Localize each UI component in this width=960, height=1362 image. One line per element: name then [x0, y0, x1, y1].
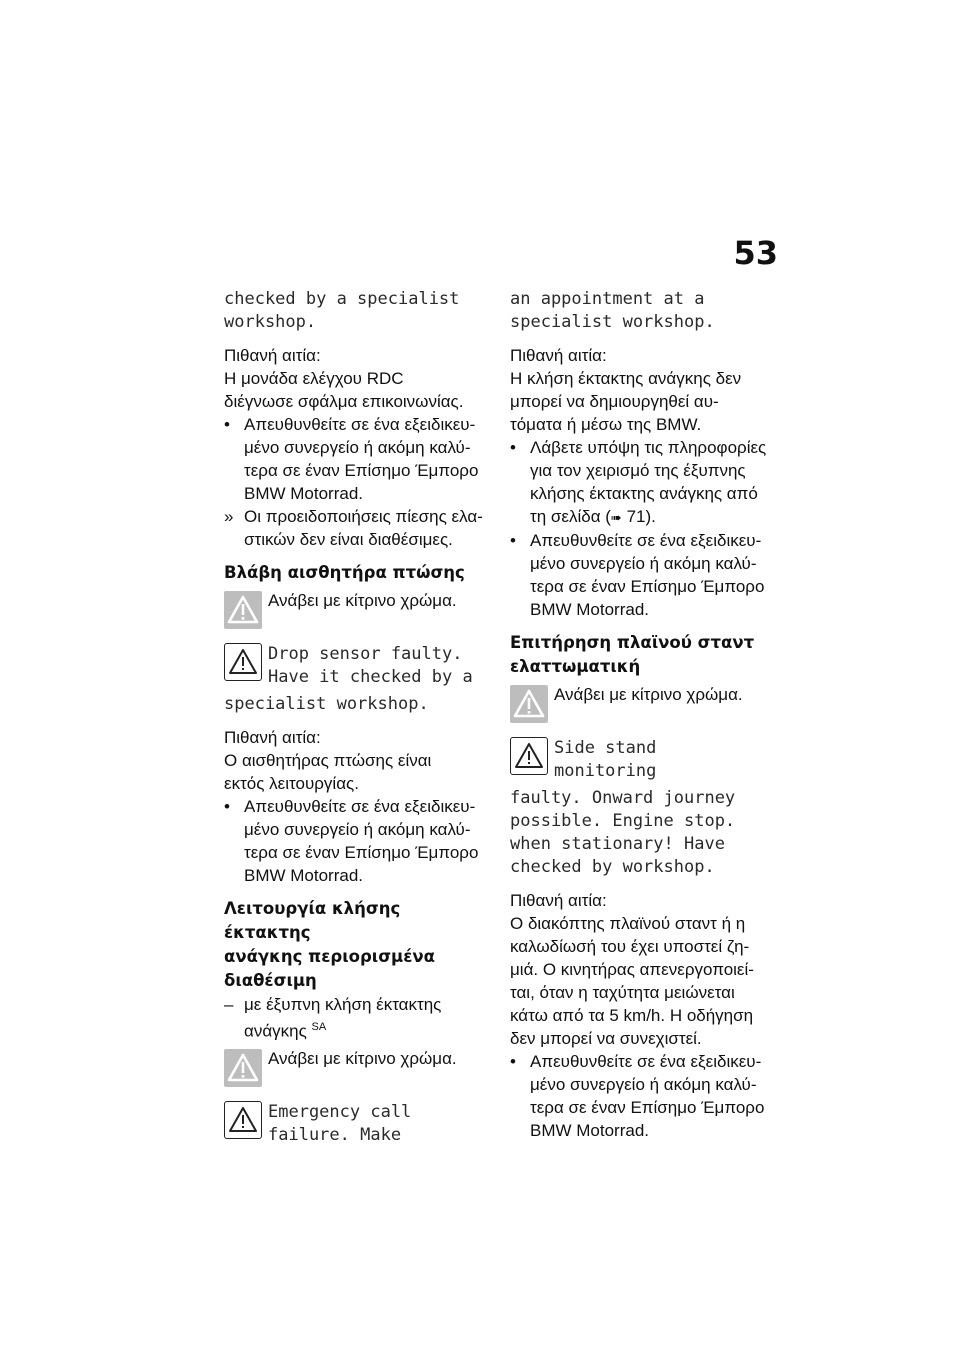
light-description: Ανάβει με κίτρινο χρώμα.	[554, 685, 743, 704]
section-heading-drop-sensor: Βλάβη αισθητήρα πτώσης	[224, 563, 465, 582]
display-text: Emergency call failure. Make	[268, 1101, 412, 1145]
display-text-tail: faulty. Onward journey possible. Engine stop. when stationary! Have checked by workshop.	[510, 788, 736, 877]
page-reference-arrow-icon: ➠	[610, 510, 622, 525]
section-heading-emergency-call: Λειτουργία κλήσης έκτακτης ανάγκης περιορισμένα διαθέσιμη	[224, 899, 435, 990]
display-text: an appointment at a specialist workshop.	[510, 289, 715, 332]
cause-label: Πιθανή αιτία:	[510, 346, 607, 365]
section-heading-side-stand: Επιτήρηση πλαϊνού σταντ ελαττωματική	[510, 633, 755, 676]
warning-triangle-icon	[510, 737, 548, 775]
list-item: • Λάβετε υπόψη τις πληροφορίες για τον χειρισμό της έξυπνης κλήσης έκτακτης ανάγκης από τη σελίδα (➠ 71).	[510, 438, 767, 526]
warning-light-row	[224, 1047, 492, 1097]
left-column	[224, 288, 492, 1151]
cause-text: Ο αισθητήρας πτώσης είναι εκτός λειτουργίας.	[224, 751, 432, 793]
cause-label: Πιθανή αιτία:	[224, 728, 321, 747]
result-item: » Οι προειδοποιήσεις πίεσης ελα- στικών δεν είναι διαθέσιμες.	[224, 507, 483, 549]
light-description: Ανάβει με κίτρινο χρώμα.	[268, 1048, 457, 1068]
display-warning-row	[224, 643, 492, 693]
display-warning-row	[224, 1101, 492, 1151]
list-item: • Απευθυνθείτε σε ένα εξειδικευ- μένο συνεργείο ή ακόμη καλύ- τερα σε έναν Επίσημο Έμπορο BMW Motorrad.	[510, 531, 765, 619]
cause-text: Ο διακόπτης πλαϊνού σταντ ή η καλωδίωσή του έχει υποστεί ζη- μιά. Ο κινητήρας απενεργοποιεί- ται, όταν η ταχύτητα μειώνεται κάτω από τα 5 km/h. Η οδήγηση δεν μπορεί να συνεχιστεί.	[510, 914, 754, 1048]
warning-triangle-icon	[224, 1101, 262, 1139]
display-text: Drop sensor faulty. Have it checked by a	[268, 644, 473, 687]
cause-label: Πιθανή αιτία:	[224, 346, 321, 365]
display-text-tail: specialist workshop.	[224, 694, 429, 714]
warning-triangle-icon	[224, 643, 262, 681]
cause-text: Η κλήση έκτακτης ανάγκης δεν μπορεί να δημιουργηθεί αυ- τόματα ή μέσω της BMW.	[510, 369, 742, 434]
list-item: • Απευθυνθείτε σε ένα εξειδικευ- μένο συνεργείο ή ακόμη καλύ- τερα σε έναν Επίσημο Έμπορο BMW Motorrad.	[224, 797, 479, 885]
cause-text: Η μονάδα ελέγχου RDC διέγνωσε σφάλμα επικοινωνίας.	[224, 369, 464, 411]
display-text: Side stand monitoring	[554, 738, 657, 781]
light-description: Ανάβει με κίτρινο χρώμα.	[268, 591, 457, 610]
cause-label: Πιθανή αιτία:	[510, 891, 607, 910]
display-text: checked by a specialist workshop.	[224, 289, 460, 332]
warning-triangle-icon	[224, 591, 262, 629]
warning-triangle-icon	[510, 685, 548, 723]
warning-light-row	[224, 589, 492, 639]
sa-marker: SA	[311, 1021, 327, 1033]
page-number: 53	[733, 234, 778, 272]
page-reference[interactable]: 71).	[626, 507, 656, 526]
equipment-note: – με έξυπνη κλήση έκτακτης ανάγκης $^{SA}$	[224, 995, 442, 1041]
list-item: • Απευθυνθείτε σε ένα εξειδικευ- μένο συνεργείο ή ακόμη καλύ- τερα σε έναν Επίσημο Έμπορο BMW Motorrad.	[224, 415, 479, 503]
right-column	[510, 288, 778, 1142]
warning-light-row	[510, 683, 778, 733]
list-item: • Απευθυνθείτε σε ένα εξειδικευ- μένο συνεργείο ή ακόμη καλύ- τερα σε έναν Επίσημο Έμπορο BMW Motorrad.	[510, 1052, 765, 1140]
display-warning-row	[510, 737, 778, 787]
warning-triangle-icon	[224, 1049, 262, 1087]
